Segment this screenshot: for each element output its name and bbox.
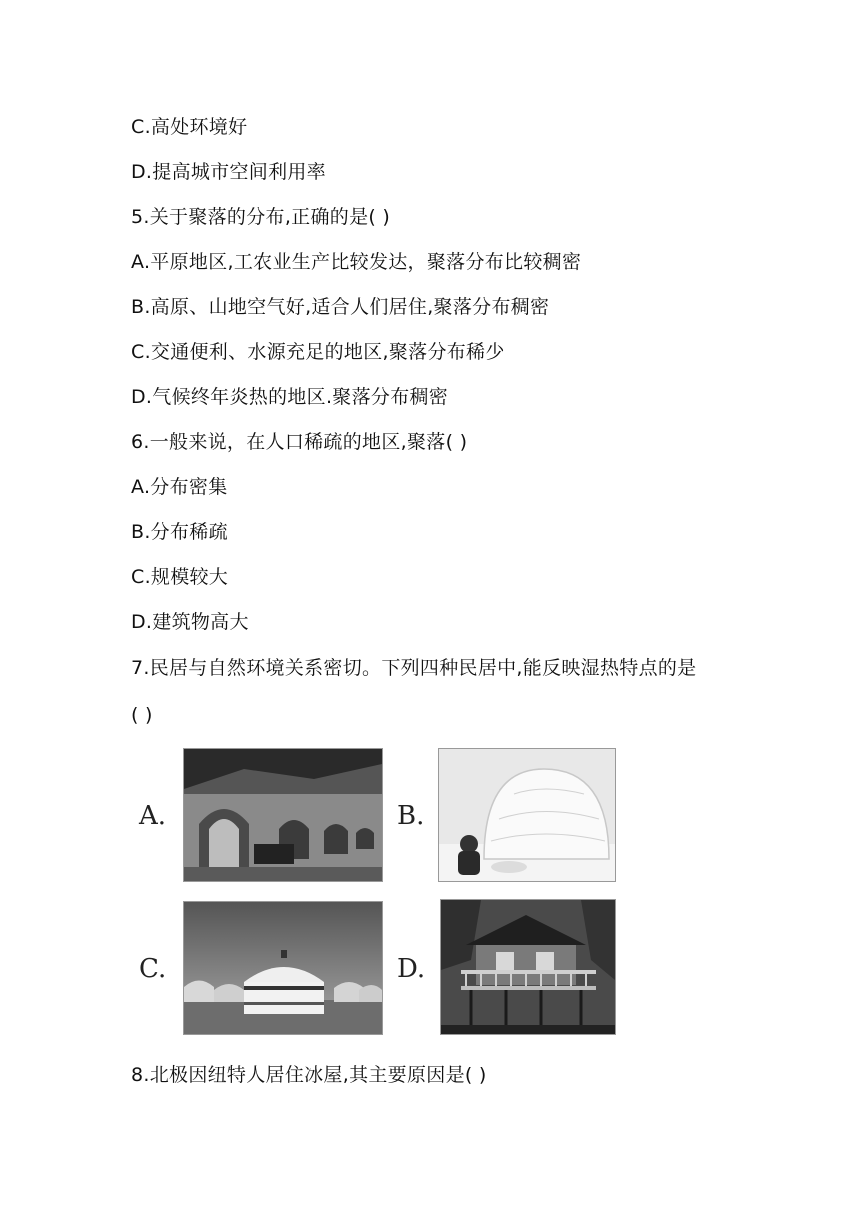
photo-label-c: C.	[139, 954, 167, 984]
photo-label-b: B.	[397, 801, 425, 831]
question-5: 5.关于聚落的分布,正确的是( )	[131, 206, 391, 228]
photo-yurt	[183, 901, 383, 1035]
question-6: 6.一般来说，在人口稀疏的地区,聚落( )	[131, 431, 468, 453]
question-7: 7.民居与自然环境关系密切。下列四种民居中,能反映湿热特点的是	[131, 657, 697, 679]
photo-igloo	[438, 748, 616, 882]
photo-label-a: A.	[139, 801, 167, 831]
option-4c: C.高处环境好	[131, 116, 248, 138]
option-6b: B.分布稀疏	[131, 521, 228, 543]
option-5a: A.平原地区,工农业生产比较发达，聚落分布比较稠密	[131, 251, 582, 273]
option-6c: C.规模较大	[131, 566, 229, 588]
option-6d: D.建筑物高大	[131, 611, 249, 633]
option-5c: C.交通便利、水源充足的地区,聚落分布稀少	[131, 341, 505, 363]
photo-stilt-house	[440, 899, 616, 1035]
option-5d: D.气候终年炎热的地区.聚落分布稠密	[131, 386, 449, 408]
question-8: 8.北极因纽特人居住冰屋,其主要原因是( )	[131, 1064, 487, 1086]
photo-cave-dwelling	[183, 748, 383, 882]
question-7-blank: ( )	[131, 704, 153, 726]
option-6a: A.分布密集	[131, 476, 228, 498]
option-5b: B.高原、山地空气好,适合人们居住,聚落分布稠密	[131, 296, 550, 318]
photo-label-d: D.	[397, 954, 426, 984]
option-4d: D.提高城市空间利用率	[131, 161, 326, 183]
